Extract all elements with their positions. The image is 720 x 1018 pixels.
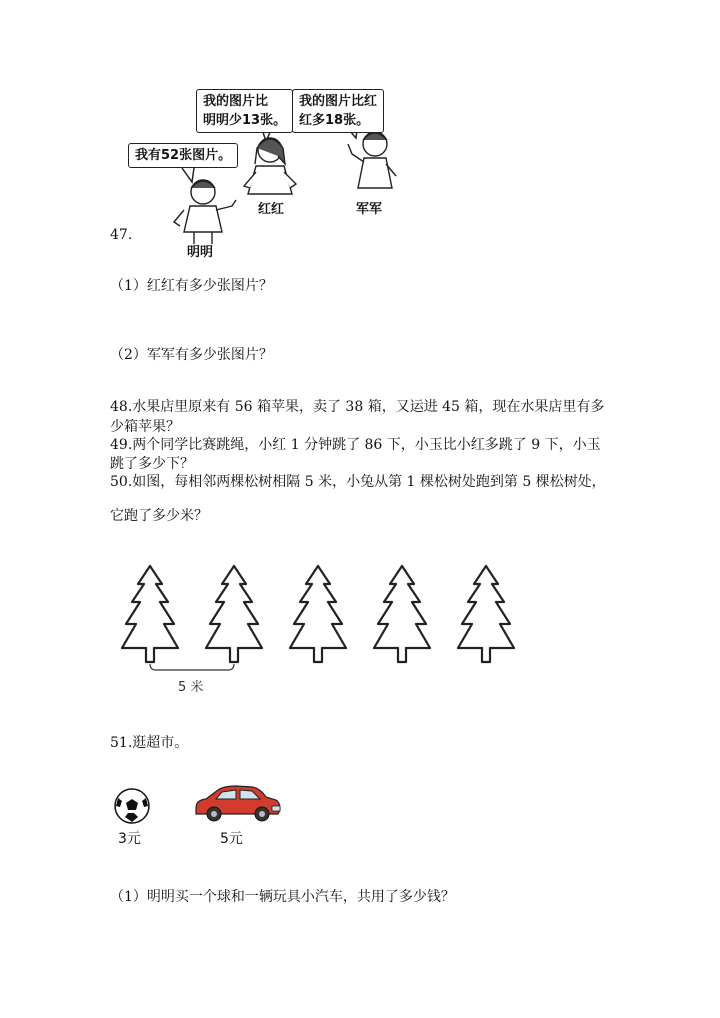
pine-trees-drawing [110,558,520,698]
q47-sub2: （2）军军有多少张图片？ [110,347,273,363]
name-honghong: 红红 [258,202,285,217]
q51-title: 51.逛超市。 [110,735,189,751]
distance-brace [150,664,234,670]
q49-line2: 跳了多少下？ [110,456,194,472]
bubble-honghong [196,89,293,133]
pine-tree-3 [290,566,346,662]
pine-tree-5 [458,566,514,662]
name-mingming: 明明 [187,245,214,260]
bubble-mingming [128,143,238,168]
pine-tree-1 [122,566,178,662]
mingming-figure [174,180,236,244]
pine-tree-2 [206,566,262,662]
bubble-junjun-line2: 红多18张。 [299,113,370,128]
bubble-mingming-text: 我有52张图片。 [135,148,232,163]
q48-line1: 48.水果店里原来有 56 箱苹果，卖了 38 箱，又运进 45 箱，现在水果店里有多 [110,399,605,415]
car-price: 5元 [220,831,243,847]
pine-tree-4 [374,566,430,662]
soccer-ball-icon [112,786,152,826]
junjun-figure [348,132,396,188]
q47-number: 47. [110,227,133,243]
name-junjun: 军军 [356,202,383,217]
bubble-honghong-line2: 明明少13张。 [203,113,287,128]
q49-line1: 49.两个同学比赛跳绳，小红 1 分钟跳了 86 下，小玉比小红多跳了 9 下，小玉 [110,437,601,453]
q47-sub1: （1）红红有多少张图片？ [110,278,273,294]
q50-line2: 它跑了多少米？ [110,508,208,524]
bubble-honghong-line1: 我的图片比 [203,94,269,109]
bubble-junjun-line1: 我的图片比红 [299,94,378,109]
q51-sub1: （1）明明买一个球和一辆玩具小汽车，共用了多少钱？ [110,889,455,905]
q48-line2: 少箱苹果？ [110,419,180,435]
pine-trees-figure [110,558,520,698]
ball-price: 3元 [118,831,141,847]
q50-line1: 50.如图，每相邻两棵松树相隔 5 米，小兔从第 1 棵松树处跑到第 5 棵松树处， [110,474,606,490]
honghong-figure [244,138,296,194]
distance-label: 5 米 [178,680,204,695]
bubble-junjun [292,89,384,133]
toy-car-icon [192,780,282,824]
